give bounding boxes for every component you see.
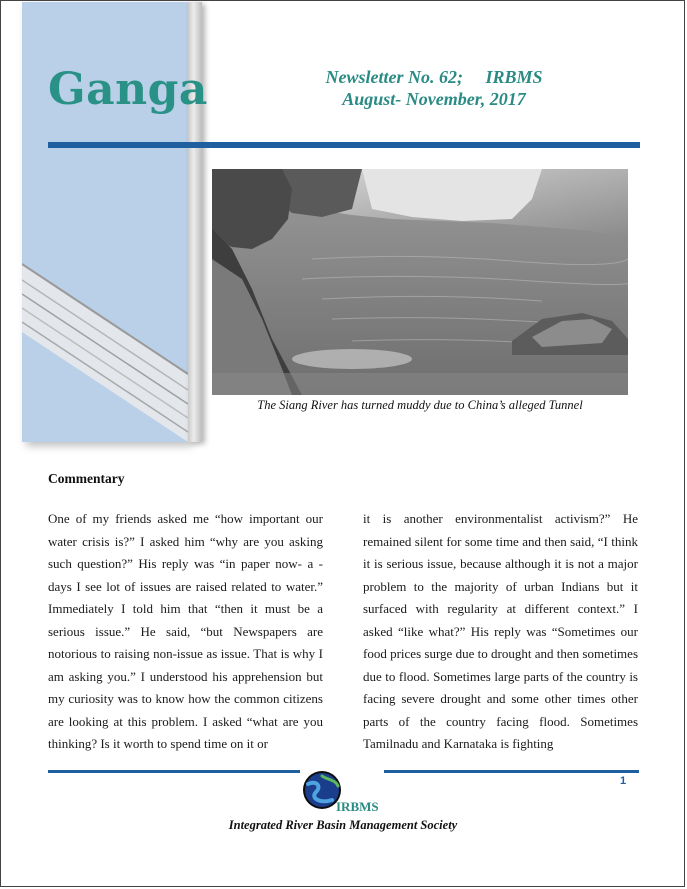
- society-name: Integrated River Basin Management Society: [228, 818, 458, 832]
- river-photo-image: [212, 169, 628, 395]
- river-photo: [212, 169, 628, 395]
- page-number: 1: [620, 775, 627, 787]
- logo-wordmark: IRBMS: [336, 799, 379, 814]
- newsletter-number: Newsletter No. 62; IRBMS: [325, 67, 543, 87]
- photo-caption: The Siang River has turned muddy due to China’s alleged Tunnel: [257, 398, 583, 412]
- newsletter-brand: Ganga: [48, 64, 208, 115]
- footer-rule-left: [48, 770, 300, 773]
- article-column-right: it is another environmentalist activism?” He remained silent for some time and then said, “I think it is serious issue, because although it is not a major problem to the majority of urban Indians but it surfaced with regularity at different context.” I asked “like what?” His reply was “Sometimes our food prices surge due to drought and then sometimes due to flood. Sometimes large parts of the country is facing severe drought and some other times other parts of the country facing flood. Sometimes Tamilnadu and Karnataka is fighting: [363, 511, 638, 751]
- issue-date: August- November, 2017: [342, 89, 526, 109]
- footer-rule-right: [384, 770, 639, 773]
- masthead-block: [240, 66, 628, 110]
- header-rule: [48, 142, 640, 148]
- section-heading: Commentary: [48, 471, 125, 486]
- article-column-left: One of my friends asked me “how important our water crisis is?” I asked him “why are you asking such question?” His reply was “in paper now- a - days I see lot of issues are raised related to water.” Immediately I told him that “then it must be a serious issue.” He said, “but Newspapers are notorious to raising non-issue as issue. That is why I am asking you.” I understood his apprehension but my curiosity was to know how the common citizens are looking at this problem. I asked “what are you thinking? Is it worth to spend time on it or: [48, 511, 323, 751]
